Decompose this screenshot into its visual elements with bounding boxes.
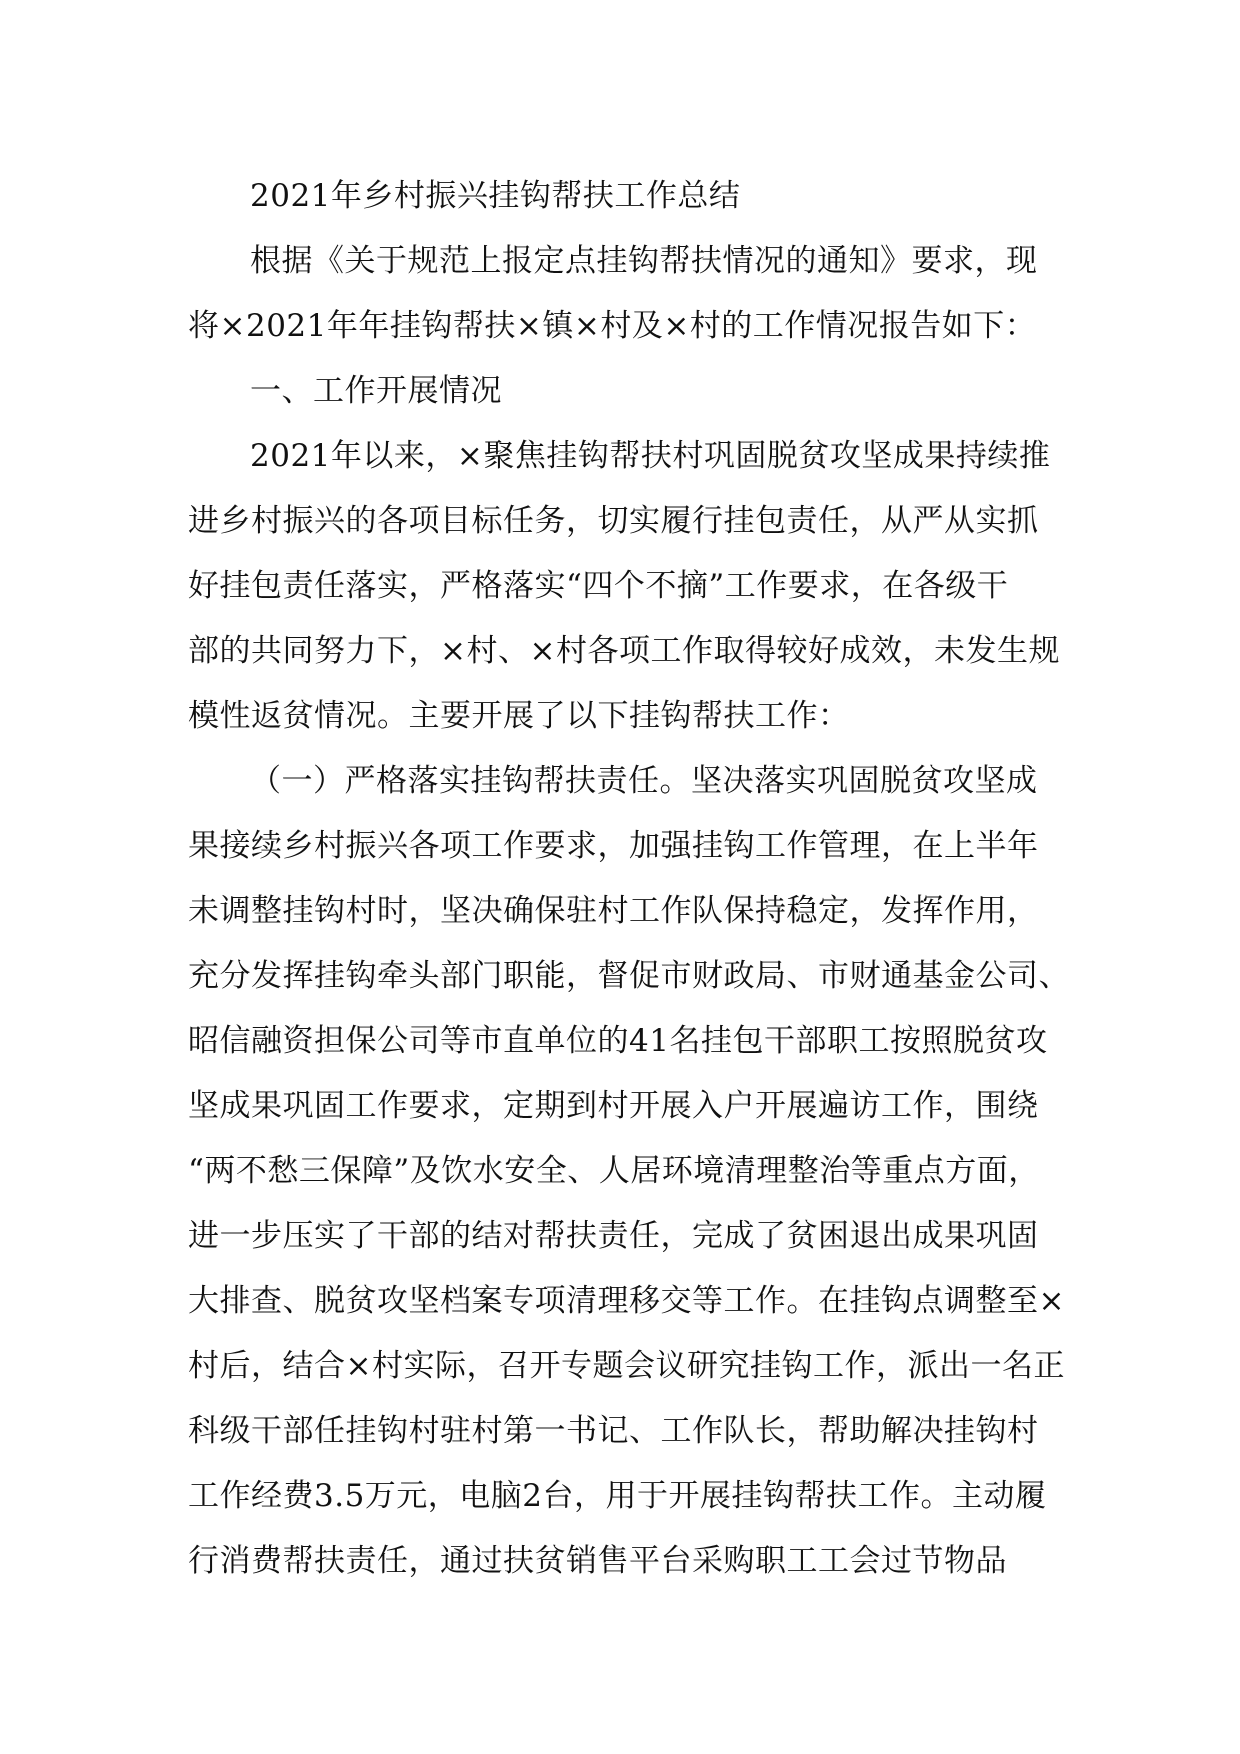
paragraph-line: 坚成果巩固工作要求，定期到村开展入户开展遍访工作，围绕: [188, 1088, 1039, 1124]
paragraph-line: 村后，结合×村实际，召开专题会议研究挂钩工作，派出一名正: [188, 1348, 1065, 1384]
paragraph-line: 昭信融资担保公司等市直单位的41名挂包干部职工按照脱贫攻: [188, 1023, 1048, 1059]
subsection-paragraph-line: （一）严格落实挂钩帮扶责任。坚决落实巩固脱贫攻坚成: [250, 763, 1038, 799]
paragraph-line: 充分发挥挂钩牵头部门职能，督促市财政局、市财通基金公司、: [188, 958, 1070, 994]
paragraph-line: 行消费帮扶责任，通过扶贫销售平台采购职工工会过节物品: [188, 1543, 1007, 1579]
document-title: 2021年乡村振兴挂钩帮扶工作总结: [250, 178, 741, 214]
paragraph-line: 部的共同努力下，×村、×村各项工作取得较好成效，未发生规: [188, 633, 1060, 669]
paragraph-line: 模性返贫情况。主要开展了以下挂钩帮扶工作：: [188, 698, 850, 734]
paragraph-line: 工作经费3.5万元，电脑2台，用于开展挂钩帮扶工作。主动履: [188, 1478, 1047, 1514]
paragraph-line: 果接续乡村振兴各项工作要求，加强挂钩工作管理，在上半年: [188, 828, 1039, 864]
paragraph-line: 进乡村振兴的各项目标任务，切实履行挂包责任，从严从实抓: [188, 503, 1039, 539]
paragraph-line: “两不愁三保障”及饮水安全、人居环境清理整治等重点方面，: [188, 1153, 1040, 1189]
section-heading: 一、工作开展情况: [250, 373, 502, 409]
paragraph-line: 进一步压实了干部的结对帮扶责任，完成了贫困退出成果巩固: [188, 1218, 1039, 1254]
paragraph-line: 根据《关于规范上报定点挂钩帮扶情况的通知》要求，现: [250, 243, 1038, 279]
paragraph-line: 未调整挂钩村时，坚决确保驻村工作队保持稳定，发挥作用，: [188, 893, 1039, 929]
paragraph-line: 将×2021年年挂钩帮扶×镇×村及×村的工作情况报告如下：: [188, 308, 1037, 344]
paragraph-line: 科级干部任挂钩村驻村第一书记、工作队长，帮助解决挂钩村: [188, 1413, 1039, 1449]
paragraph-line: 2021年以来，×聚焦挂钩帮扶村巩固脱贫攻坚成果持续推: [250, 438, 1051, 474]
paragraph-line: 大排查、脱贫攻坚档案专项清理移交等工作。在挂钩点调整至×: [188, 1283, 1065, 1319]
paragraph-line: 好挂包责任落实，严格落实“四个不摘”工作要求，在各级干: [188, 568, 1009, 604]
